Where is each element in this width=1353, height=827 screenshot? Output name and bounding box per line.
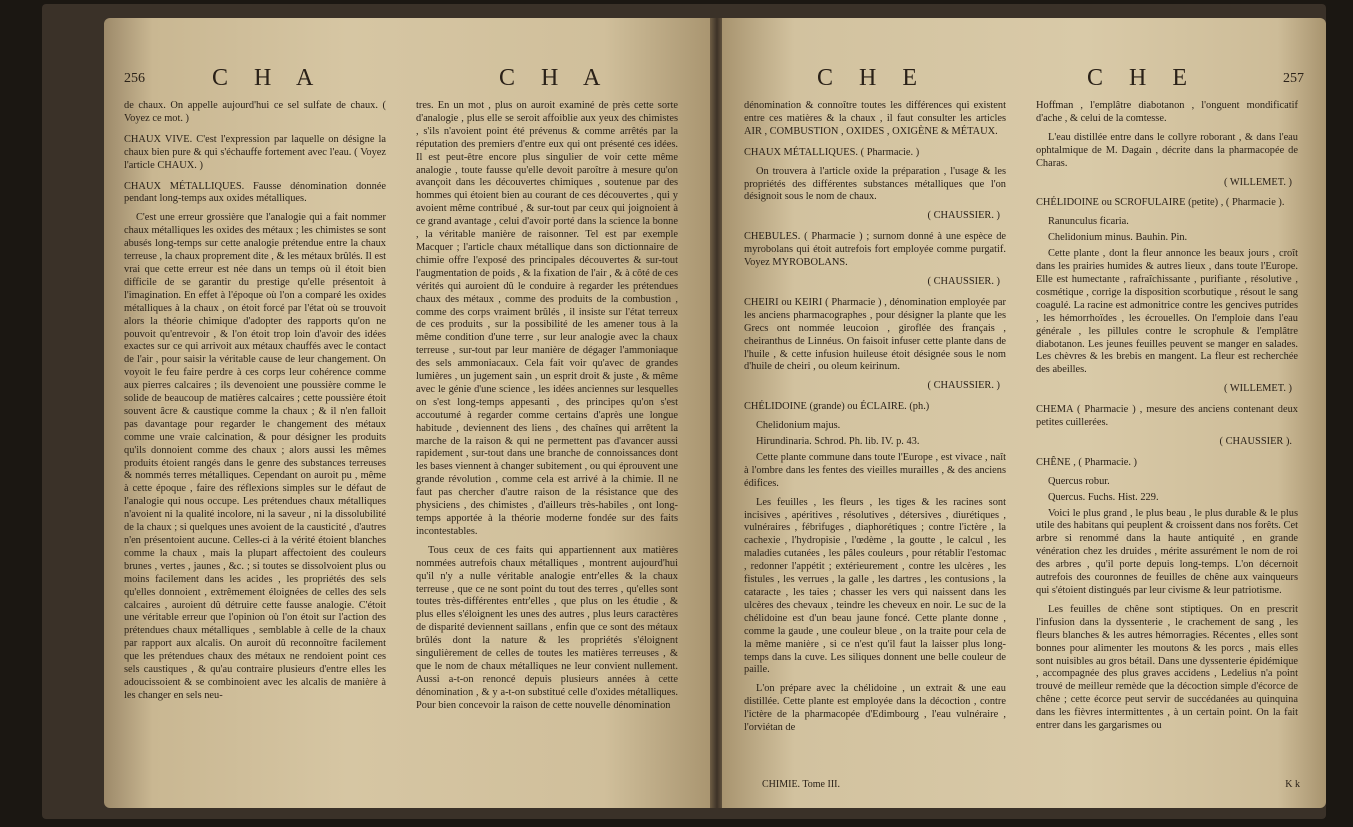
paragraph: Chelidonium majus. xyxy=(756,420,841,432)
right-headword-2: C H E xyxy=(1087,65,1197,91)
author-signature: ( WILLEMET. ) xyxy=(1224,176,1292,188)
right-headword-1: C H E xyxy=(817,65,927,91)
article-entry: CHÉLIDOINE ou SCROFULAIRE (petite) , ( Pharmacie ). xyxy=(1036,197,1285,209)
paragraph: Tous ceux de ces faits qui appartiennent aux matières nommées autrefois chaux métalliques , montrent aujourd'hui qu'il n'y a nulle véritable analogie entr'elles & la chaux terreuse , que ce ne sont point du tout des terres , qu'elles sont toutes très-différentes entr'elles , que plus on les étudie , & plus elles s'éloignent les unes des autres , plus leurs caractères de disparité deviennent saillans , enfin que ce sont des métaux brûlés dont la nature & les propriétés s'éloignent singulièrement de celles de toutes les matières terreuses , & que le nom de chaux métalliques ne leur convient nullement. Aussi a-t-on renoncé depuis plusieurs années à cette dénomination , & y a-t-on substitué celle d'oxides métalliques. Pour bien concevoir la raison de cette nouvelle dénomination xyxy=(416,544,678,711)
right-running-head xyxy=(722,65,1326,95)
right-column-1 xyxy=(744,100,1006,741)
paragraph: Cette plante commune dans toute l'Europe , est vivace , naît à l'ombre dans les fentes des vieilles murailles , & des anciens édifices. xyxy=(744,451,1006,489)
paragraph: On trouvera à l'article oxide la préparation , l'usage & les propriétés des différentes substances métalliques que l'on désignoit sous le nom de chaux. xyxy=(744,165,1006,203)
paragraph: L'on prépare avec la chélidoine , un extrait & une eau distillée. Cette plante est employée dans la décoction , contre l'ictère de la pharmacopée d'Edimbourg , l'eau vulnéraire , l'orviétan de xyxy=(744,683,1006,734)
author-signature: ( WILLEMET. ) xyxy=(1224,383,1292,395)
paragraph: Chelidonium minus. Bauhin. Pin. xyxy=(1048,232,1188,244)
right-column-2 xyxy=(1036,100,1298,739)
right-footer-volume: CHIMIE. Tome III. xyxy=(762,779,840,790)
article-entry: CHEMA ( Pharmacie ) , mesure des anciens contenant deux petites cuillerées. xyxy=(1036,404,1298,429)
article-entry: CHAUX MÉTALLIQUES. ( Pharmacie. ) xyxy=(744,146,920,158)
left-page xyxy=(104,18,714,808)
right-page xyxy=(722,18,1326,808)
paragraph: Quercus. Fuchs. Hist. 229. xyxy=(1048,491,1159,503)
paragraph: de chaux. On appelle aujourd'hui ce sel sulfate de chaux. ( Voyez ce mot. ) xyxy=(124,100,386,124)
article-entry: CHÊNE , ( Pharmacie. ) xyxy=(1036,456,1137,468)
article-entry: CHAUX MÉTALLIQUES. Fausse dénomination donnée pendant long-temps aux oxides métalliques. xyxy=(124,180,386,205)
paragraph: Les feuilles , les fleurs , les tiges & les racines sont incisives , apéritives , résolutives , détersives , diurétiques , vulnéraires , fébrifuges , diaphorétiques ; contre l'ictère , la cachexie , l'hydropisie , l'œdème , la goutte , le calcul , les maladies cutanées , les pâles couleurs , pour rétablir l'estomac , redonner l'appétit ; extérieurement , contre les ulcères , les fistules , les verrues , la galle , les dartres , les contusions , la cataracte , les taies ; chasser les vers qui naissent dans les ulcères des chevaux , teindre les cheveux en noir. Le suc de la chélidoine est d'un beau jaune foncé. Cette plante donne , comme la gaude , une couleur bleue , on la traite pour cela de la même manière , si ce n'est qu'il faut la laisser plus long-temps dans la cuve. Les siliques donnent une belle couleur de paille. xyxy=(744,496,1006,676)
paragraph: L'eau distillée entre dans le collyre roborant , & dans l'eau ophtalmique de M. Dagain , décrite dans la pharmacopée de Charas. xyxy=(1036,131,1298,169)
right-signature-mark: K k xyxy=(1285,779,1300,790)
right-page-number: 257 xyxy=(1283,71,1304,86)
left-running-head xyxy=(104,65,714,95)
paragraph: Hoffman , l'emplâtre diabotanon , l'onguent mondificatif d'ache , & celui de la comtesse. xyxy=(1036,100,1298,124)
left-page-number: 256 xyxy=(124,71,145,86)
paragraph: Cette plante , dont la fleur annonce les beaux jours , croît dans les prairies humides & autres lieux , dans toute l'Europe. Elle est humectante , rafraîchissante , purifiante , résolutive , cosmétique , corrige la disposition scorbutique , résout le sang coagulé. La racine est admonitrice contre les gencives putrides , les hémorrhoïdes , les écrouelles. On l'emploie dans l'eau générale , les pillules contre le scrophule & l'emplâtre diabotanon. Les jeunes feuilles peuvent se manger en salades. Les chèvres & les brebis en mangent. La fleur est recherchée des abeilles. xyxy=(1036,248,1298,376)
paragraph: tres. En un mot , plus on auroit examiné de près cette sorte d'analogie , plus elle se seroit affoiblie aux yeux des chimistes , s'ils n'avoient point été prévenus & comme arrêtés par la réputation des premiers d'entre eux qui ont présenté ces idées. Il est peut-être encore plus singulier de voir cette même analogie , toute fausse qu'elle devoit paroître à mesure qu'on avançoit dans les découvertes chimiques , soutenue par des hommes qui étoient bien au courant de ces découvertes , qui y avoient même contribué , & sur-tout par ceux qui joignoient à ce grand avantage , celui d'avoir porté dans la science la bonne , la véritable manière de raisonner. Tel est par exemple Macquer ; l'article chaux métallique dans son dictionnaire de chimie offre l'exposé des principales découvertes & sur-tout l'augmentation de poids , & la fixation de l'air , & à côté de ces vérités qui auroient dû le conduire à regarder les prétendues chaux des métaux , comme des produits de la combustion , comme des corps vraiment brûlés , il insiste sur l'état terreux de ces produits , sur la possibilité de les amener tous à la même condition d'une terre , sur leur analogie avec la chaux terreuse , sur-tout par leur manière de dégager l'ammoniaque des sels ammoniacaux. Cela fait voir qu'avec de grandes lumières , un jugement sain , un esprit droit & juste , & même avec le génie d'une science , les idées anciennes sur lesquelles on s'est long-temps appesanti , des principes qu'on s'est accoutumé à regarder comme certains d'après une longue habitude , deviennent des liens , des chaînes qui arrêtent la marche de la raison & qui ne permettent pas d'avancer aussi rapidement , sur-tout dans une branche de connoissances dont les bases viennent à changer subitement , ou qui éprouvent une grande révolution , comme cela est arrivé à la chimie. Il ne faut pas chercher d'autre raison de la résistance que des physiciens , des chimistes , d'ailleurs très-habiles , ont long-temps apportée à la théorie moderne fondée sur des faits incontestables. xyxy=(416,100,678,537)
left-headword-1: C H A xyxy=(212,65,324,91)
article-entry: CHÉLIDOINE (grande) ou ÉCLAIRE. (ph.) xyxy=(744,401,930,413)
paragraph: C'est une erreur grossière que l'analogie qui a fait nommer chaux métalliques les oxides des métaux ; les chimistes se sont abusés long-temps sur cette analogie prétendue entre la chaux terreuse , la chaux proprement dite , & les métaux brûlés. Il est vrai que cette erreur est née dans un temps où il étoit bien difficile de se garantir du prestige qu'elle présentoit à l'imagination. En effet à l'époque où l'on a comparé les oxides métalliques à la chaux , on étoit forcé par l'état où se trouvoit alors la théorie chimique d'adopter des rapports qu'on ne pouvoit qu'entrevoir , & l'on étoit trop loin d'avoir des idées exactes sur ce qui arrivoit aux métaux chauffés avec le contact de l'air , pour saisir la véritable cause de leur changement. On voyoit le feu faire perdre à ces corps leur cohérence comme aux pierres calcaires ; ils devenoient une poussière comme le solide de beaucoup de matières calcaires ; cette poussière étoit souvent âcre & caustique comme la chaux ; & il n'en falloit pas davantage pour regarder le changement des métaux comme une vraie calcination, & pour désigner les produits qu'ils donnoient comme des chaux ; alors aussi les mêmes produits étoient rangés dans le genre des substances terreuses & nommés terres métalliques. Cependant on auroit pu , même à cette époque , faire des réflexions simples sur le défaut de l'analogie qui nous occupe. Les prétendues chaux métalliques n'avoient ni la qualité incolore, ni la saveur , ni la dissolubilité de la chaux ; si quelques unes avoient de la causticité , d'autres n'en présentoient aucune. Celles-ci à la vérité étoient blanches comme la chaux , mais la plupart affectoient des couleurs brunes , vertes , jaunes , &c. ; si toutes se dissolvoient plus ou moins facilement dans les acides , les propriétés des sels qu'elles donnoient , extrêmement éloignées de celles des sels calcaires , auroient dû détruire cette fausse analogie. C'étoit une véritable erreur que l'opinion où l'on étoit sur l'action des prétendues chaux métalliques , semblable à celle de la chaux par rapport aux alcalis. On auroit dû reconnoître facilement que les prétendues chaux des métaux ne rendoient point ces sels caustiques , & qu'au contraire plusieurs d'entre elles les adoucissoient & se combinoient avec les alcalis de manière à les changer en sels neu- xyxy=(124,212,386,701)
author-signature: ( CHAUSSIER. ) xyxy=(927,210,1000,222)
paragraph: Voici le plus grand , le plus beau , le plus durable & le plus utile des habitans qui peuplent & croissent dans nos forêts. Cet arbre si renommé dans la haute antiquité , en grande vénération chez les druides , mérite assurément le nom de roi des arbres , qu'il porte depuis long-temps. L'on décernoit autrefois des couronnes de feuilles de chêne aux vainqueurs qui s'étoient distingués par leur civisme & leur patriotisme. xyxy=(1036,507,1298,596)
paragraph: Quercus robur. xyxy=(1048,475,1110,487)
left-column-2 xyxy=(416,100,678,719)
article-entry: CHEBULES. ( Pharmacie ) ; surnom donné à une espèce de myrobolans qui étoit autrefois fort employée comme purgatif. Voyez MYROBOLANS. xyxy=(744,231,1006,269)
paragraph: Hirundinaria. Schrod. Ph. lib. IV. p. 43. xyxy=(756,436,920,448)
paragraph: dénomination & connoître toutes les différences qui existent entre ces matières & la chaux , il faut consulter les articles AIR , COMBUSTION , OXIDES , OXIGÈNE & MÉTAUX. xyxy=(744,100,1006,137)
left-headword-2: C H A xyxy=(499,65,611,91)
article-entry: CHEIRI ou KEIRI ( Pharmacie ) , dénomination employée par les anciens pharmacographes , pour désigner la plante que les Grecs ont nommée leucoion , giroflée des français , cheiranthus de Linnéus. On faisoit infuser cette plante dans de l'huile , & cette infusion huileuse étoit désignée sous le nom d'huile de cheiri , ou oleum keirinum. xyxy=(744,296,1006,373)
paragraph: Les feuilles de chêne sont stiptiques. On en prescrit l'infusion dans la dyssenterie , le crachement de sang , les fleurs blanches & les autres hémorragies. Récentes , elles sont bonnes pour alimenter les moutons & les porcs , mais elles sont nuisibles au gros bétail. Dans une dyssenterie épidémique , accompagnée des plus graves accidens , Ledelius n'a point trouvé de meilleur remède que la décoction simple d'écorce de chêne ; cette écorce peut servir de succédanées au quinquina dans les fièvres intermittentes , à un certain point. On la fait entrer dans les gargarismes ou xyxy=(1036,603,1298,732)
author-signature: ( CHAUSSIER ). xyxy=(1219,435,1292,447)
author-signature: ( CHAUSSIER. ) xyxy=(927,275,1000,287)
paragraph: Ranunculus ficaria. xyxy=(1048,216,1129,228)
left-column-1 xyxy=(124,100,386,709)
article-entry: CHAUX VIVE. C'est l'expression par laquelle on désigne la chaux bien pure & qui s'échauffe fortement avec l'eau. ( Voyez l'article CHAUX. ) xyxy=(124,133,386,171)
author-signature: ( CHAUSSIER. ) xyxy=(927,380,1000,392)
book-spread xyxy=(42,4,1326,819)
